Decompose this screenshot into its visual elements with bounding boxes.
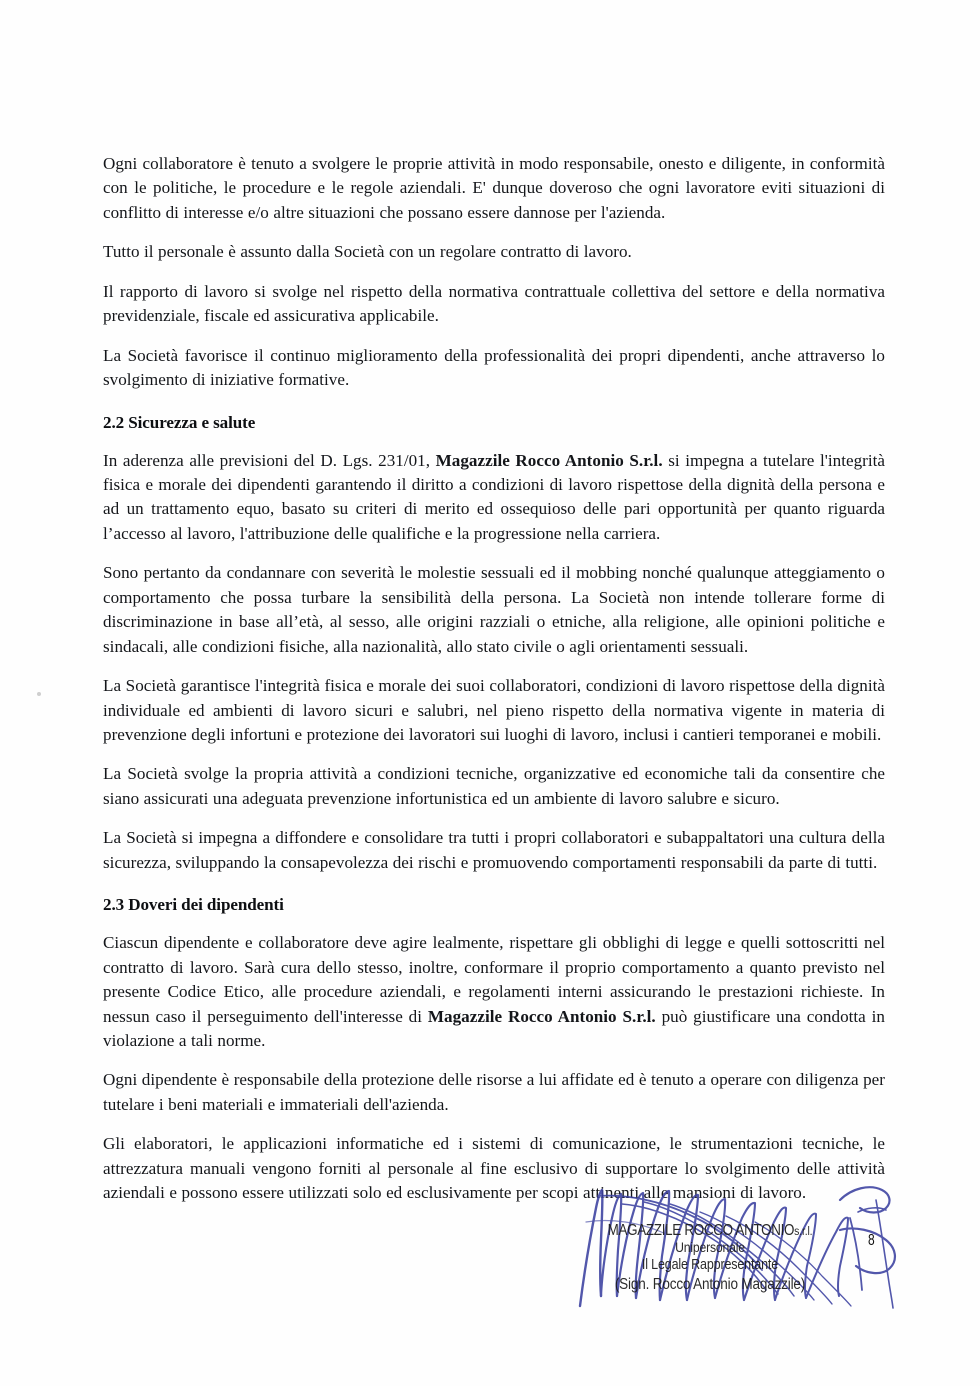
section-heading-2-2: 2.2 Sicurezza e salute (103, 412, 256, 432)
company-name-inline-2: Magazzile Rocco Antonio S.r.l. (427, 1006, 656, 1026)
stamp-representative-name: (Sign. Rocco Antonio Magazzile) (614, 1275, 806, 1293)
paragraph-intro-responsabilita: Ogni collaboratore è tenuto a svolgere le proprie attività in modo responsabile, onesto e diligente, in conformità con le politiche, le procedure e le regole aziendali. E' dunque doveroso che ogni lavoratore eviti situazioni di conflitto di interesse e/o altre situazioni che possano essere dannose per l'azienda. (103, 154, 885, 222)
stamp-legal-representative-label: Il Legale Rappresentante (641, 1257, 779, 1274)
paragraph-formazione: La Società favorisce il continuo miglioramento della professionalità dei propri dipendenti, anche attraverso lo svolgimento di iniziative formative. (103, 345, 885, 390)
stamp-company-name: MAGAZZILE ROCCO ANTONIO (607, 1222, 795, 1239)
paragraph-23-doveri-before: Ciascun dipendente e collaboratore deve agire lealmente, rispettare gli obblighi di legge e quelli sottoscritti nel contratto di lavoro. Sarà cura dello stesso, inoltre, conformare il proprio comportamento a quanto previsto nel presente Codice Etico, alle procedure aziendali, e regolamenti interni assicurando le prestazioni richieste. In nessun caso il perseguimento dell'interesse di (103, 933, 885, 1026)
paragraph-22-cultura-sicurezza: La Società si impegna a diffondere e consolidare tra tutti i propri collaboratori e subappaltatori una cultura della sicurezza, sviluppando la consapevolezza dei rischi e promuovendo comportamenti responsabili da parte di tutti. (103, 828, 885, 872)
paragraph-23-doveri (103, 931, 885, 1053)
stamp-unipersonale: Unipersonale (675, 1240, 745, 1257)
stamp-company-suffix: s.r.l. (794, 1224, 813, 1238)
paragraph-22-aderenza-after: si impegna a tutelare l'integrità fisica e morale dei dipendenti garantendo il diritto a condizioni di lavoro rispettose della dignità della persona e ad un trattamento equo, basato su criteri di merito ed ossequioso delle pari opportunità per quanto riguarda l’accesso al lavoro, l'attribuzione delle qualifiche e la progressione nella carriera. (103, 450, 885, 543)
signature-block (540, 1178, 940, 1313)
section-heading-2-3: 2.3 Doveri dei dipendenti (103, 895, 284, 915)
paragraph-22-aderenza-before: In aderenza alle previsioni del D. Lgs. 231/01, (103, 450, 436, 470)
paragraph-23-doveri-after: può giustificare una condotta in violazione a tali norme. (103, 1006, 885, 1050)
margin-speck (37, 692, 41, 696)
paragraph-contratto-lavoro: Tutto il personale è assunto dalla Società con un regolare contratto di lavoro. (103, 242, 632, 262)
paragraph-23-elaboratori: Gli elaboratori, le applicazioni informatiche ed i sistemi di comunicazione, le strumentazioni tecniche, le attrezzatura manuali vengono forniti al personale al fine esclusivo di supportare lo svolgimento delle attività aziendali e possono essere utilizzati solo ed esclusivamente per scopi attinenti alle mansioni di lavoro. (103, 1134, 885, 1203)
paragraph-22-condizioni-tecniche: La Società svolge la propria attività a condizioni tecniche, organizzative ed economiche tali da consentire che siano assicurati una adeguata prevenzione infortunistica ed un ambiente di lavoro salubre e sicuro. (103, 764, 885, 808)
stamp-company-line (581, 1222, 839, 1240)
paragraph-23-risorse: Ogni dipendente è responsabile della protezione delle risorse a lui affidate ed è tenuto a operare con diligenza per tutelare i beni materiali e immateriali dell'azienda. (103, 1070, 885, 1114)
paragraph-22-molestie: Sono pertanto da condannare con severità le molestie sessuali ed il mobbing nonché qualunque atteggiamento o comportamento che possa turbare la sensibilità della persona. La Società non intende tollerare forme di discriminazione in base all’età, al sesso, alle origini razziali o etniche, alla religione, alle opinioni politiche e sindacali, alle condizioni fisiche, alla nazionalità, allo stato civile o agli orientamenti sessuali. (103, 563, 885, 656)
paragraph-22-integrita: La Società garantisce l'integrità fisica e morale dei suoi collaboratori, condizioni di lavoro rispettose della dignità individuale ed ambienti di lavoro sicuri e salubri, nel pieno rispetto della normativa vigente in materia di prevenzione degli infortuni e protezione dei lavoratori sui luoghi di lavoro, inclusi i cantieri temporanei e mobili. (103, 676, 885, 744)
company-stamp (560, 1222, 860, 1295)
paragraph-rapporto-lavoro: Il rapporto di lavoro si svolge nel rispetto della normativa contrattuale collettiva del settore e della normativa previdenziale, fiscale ed assicurativa applicabile. (103, 281, 885, 326)
company-name-inline: Magazzile Rocco Antonio S.r.l. (435, 450, 663, 470)
document-body (103, 152, 885, 1221)
page-number: 8 (868, 1232, 875, 1249)
paragraph-22-aderenza (103, 449, 885, 547)
